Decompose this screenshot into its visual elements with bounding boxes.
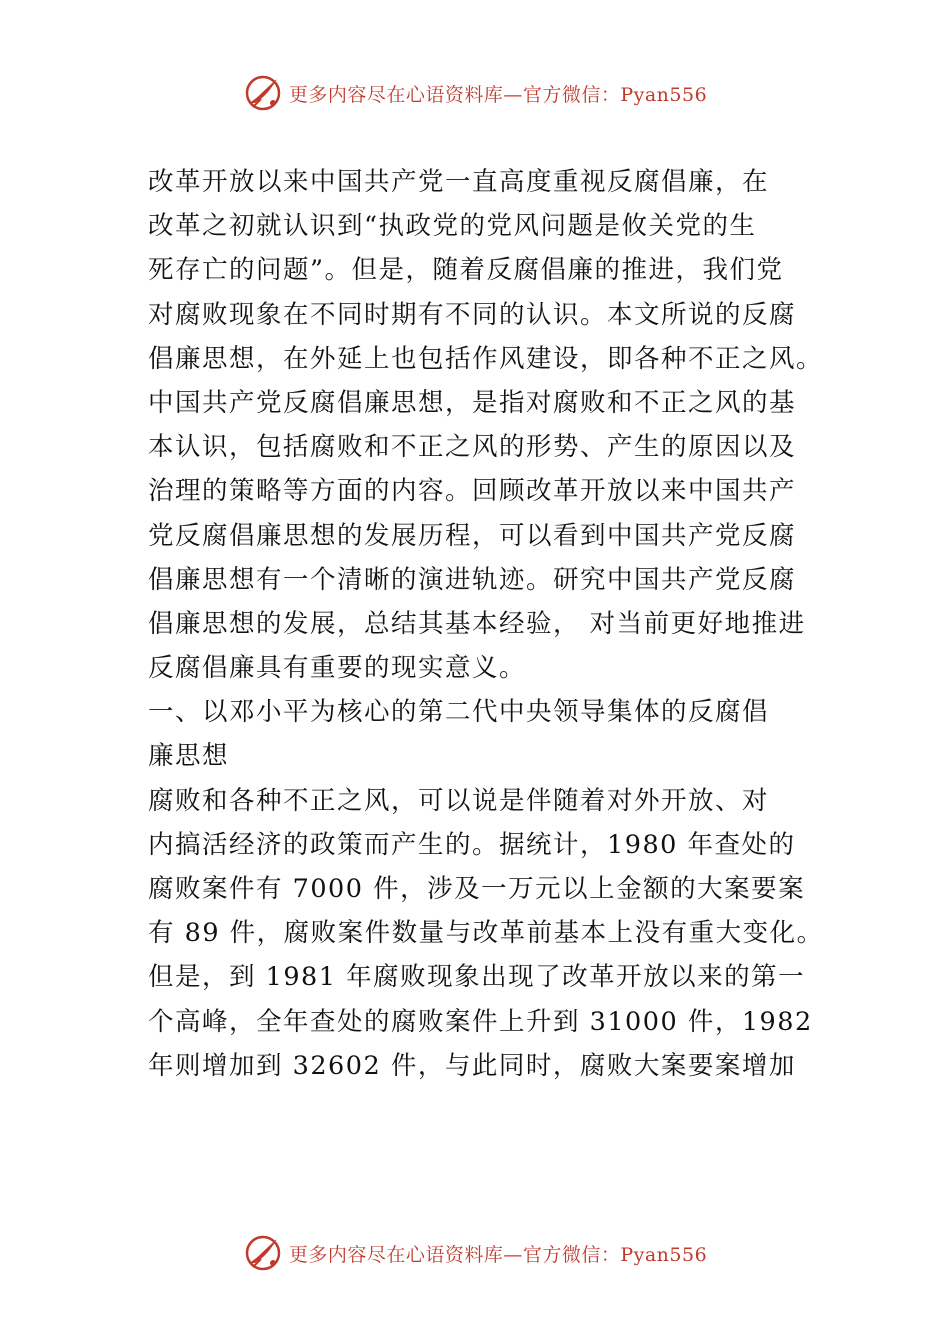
body-line: 党反腐倡廉思想的发展历程，可以看到中国共产党反腐 (148, 520, 797, 551)
body-line: 年则增加到 32602 件，与此同时，腐败大案要案增加 (148, 1050, 796, 1081)
body-line: 改革之初就认识到“执政党的党风问题是攸关党的生 (148, 211, 757, 242)
footer-banner-text: 更多内容尽在心语资料库—官方微信：Pyan556 (288, 1243, 708, 1266)
body-line: 有 89 件，腐败案件数量与改革前基本上没有重大变化。 (148, 918, 824, 949)
body-line: 但是，到 1981 年腐败现象出现了改革开放以来的第一 (148, 962, 806, 993)
body-line: 本认识，包括腐败和不正之风的形势、产生的原因以及 (148, 432, 797, 463)
body-line: 反腐倡廉具有重要的现实意义。 (148, 653, 527, 684)
body-line: 倡廉思想有一个清晰的演进轨迹。研究中国共产党反腐 (148, 564, 797, 595)
header-banner-text: 更多内容尽在心语资料库—官方微信：Pyan556 (288, 83, 708, 106)
header-banner (0, 68, 950, 118)
body-line: 倡廉思想的发展，总结其基本经验， 对当前更好地推进 (148, 608, 806, 639)
body-line: 个高峰，全年查处的腐败案件上升到 31000 件，1982 (148, 1006, 813, 1037)
document-body (148, 160, 824, 1088)
section-heading: 廉思想 (148, 741, 230, 772)
body-line: 中国共产党反腐倡廉思想，是指对腐败和不正之风的基 (148, 387, 797, 418)
body-line: 对腐败现象在不同时期有不同的认识。本文所说的反腐 (148, 299, 797, 330)
body-line: 内搞活经济的政策而产生的。据统计，1980 年查处的 (148, 829, 796, 860)
quill-logo-icon (243, 73, 283, 113)
body-line: 死存亡的问题”。但是，随着反腐倡廉的推进，我们党 (148, 255, 784, 286)
body-line: 腐败和各种不正之风，可以说是伴随着对外开放、对 (148, 785, 770, 816)
quill-logo-icon (243, 1233, 283, 1273)
section-heading: 一、以邓小平为核心的第二代中央领导集体的反腐倡 (148, 697, 770, 728)
body-line: 改革开放以来中国共产党一直高度重视反腐倡廉，在 (148, 167, 770, 197)
footer-banner (0, 1228, 950, 1278)
body-line: 治理的策略等方面的内容。回顾改革开放以来中国共产 (148, 476, 797, 507)
body-line: 腐败案件有 7000 件，涉及一万元以上金额的大案要案 (148, 874, 806, 904)
body-line: 倡廉思想，在外延上也包括作风建设，即各种不正之风。 (148, 343, 824, 374)
